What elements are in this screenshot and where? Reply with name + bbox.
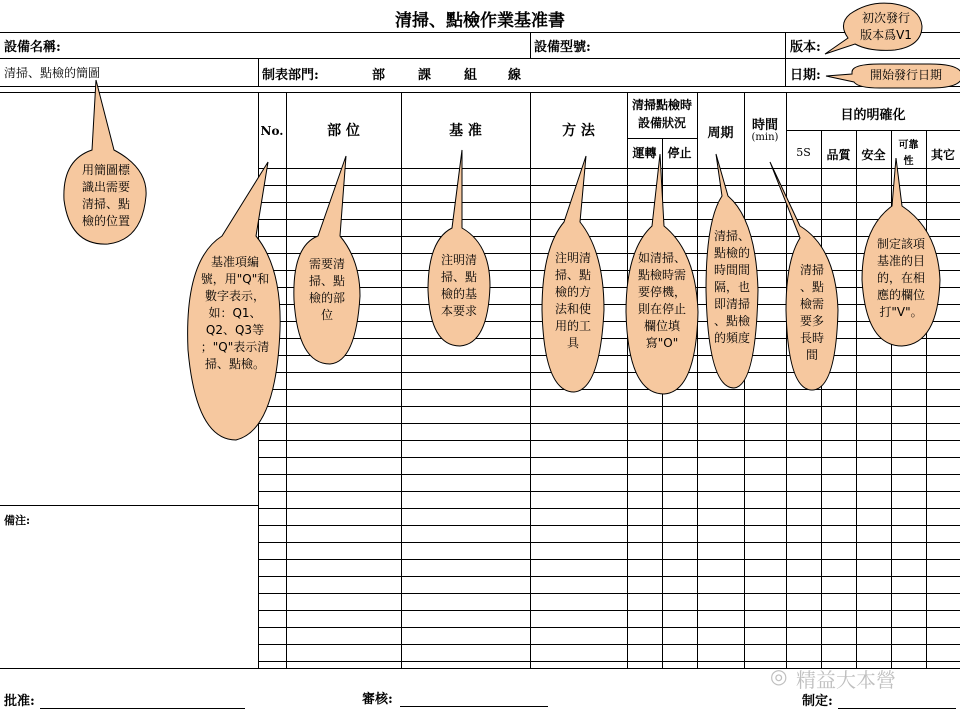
column-header-method: 方 法 <box>562 123 595 139</box>
dept-unit: 課 <box>418 68 432 83</box>
equipment-model-label: 設備型號: <box>534 40 591 55</box>
callout-method: 注明清 掃、點 檢的方 法和使 用的工 具 <box>554 251 591 350</box>
approve-label: 批准: <box>4 694 35 709</box>
column-header-part: 部 位 <box>327 123 360 139</box>
callout-date: 開始發行日期 <box>869 68 942 82</box>
column-header-reliability: 性 <box>903 156 914 167</box>
column-header-running: 運轉 <box>632 146 657 160</box>
dept-label: 制表部門: <box>262 68 319 83</box>
review-label: 審核: <box>362 692 393 707</box>
callout-time: 清掃 、點 檢需 要多 長時 間 <box>799 263 824 362</box>
column-header-status: 設備狀況 <box>637 116 686 130</box>
equipment-name-label: 設備名稱: <box>4 40 61 55</box>
make-label: 制定: <box>802 694 833 709</box>
callout-version: 初次發行 版本爲V1 <box>860 11 912 42</box>
callout-no: 基准項編 號，用"Q"和 數字表示， 如：Q1、 Q2、Q3等 ；"Q"表示清 掃、點檢。 <box>200 255 270 371</box>
callout-diagram: 用簡圖標 識出需要 清掃、點 檢的位置 <box>81 163 130 228</box>
dept-unit: 線 <box>508 68 522 83</box>
approve-line <box>40 708 245 709</box>
dept-unit: 部 <box>372 68 386 83</box>
wechat-icon: ◎ <box>770 664 788 688</box>
column-header-standard: 基 准 <box>449 123 482 139</box>
column-header-5s: 5S <box>796 146 811 159</box>
column-header-no: No. <box>260 124 284 138</box>
page-title: 清掃、點檢作業基准書 <box>395 11 565 31</box>
column-header-status: 清掃點檢時 <box>631 98 692 112</box>
column-header-reliability: 可靠 <box>898 140 919 151</box>
column-header-other: 其它 <box>930 148 955 162</box>
column-header-time: 時間 <box>751 118 778 133</box>
column-header-purpose: 目的明確化 <box>840 108 906 123</box>
date-label: 日期: <box>790 68 821 83</box>
dept-unit: 組 <box>464 68 478 83</box>
callout-cycle: 清掃、 點檢的 時間間 隔，也 即清掃 、點檢 的頻度 <box>713 229 750 345</box>
column-header-cycle: 周期 <box>707 126 734 141</box>
make-line <box>838 708 956 709</box>
column-header-safety: 安全 <box>861 148 886 162</box>
review-line <box>400 706 548 707</box>
callout-standard: 注明清 掃、點 檢的基 本要求 <box>440 253 477 318</box>
callout-part: 需要清 掃、點 檢的部 位 <box>308 257 345 322</box>
callout-purpose: 制定該項 基准的目 的，在相 應的欄位 打"V"。 <box>876 237 925 319</box>
column-header-stopped: 停止 <box>667 146 692 160</box>
version-label: 版本: <box>790 40 821 55</box>
watermark-text: 精益大本營 <box>796 668 896 692</box>
callout-status: 如清掃、 點檢時需 要停機， 則在停止 欄位填 寫"O" <box>637 251 686 350</box>
diagram-label: 清掃、點檢的簡圖 <box>4 66 101 80</box>
notes-label: 備注: <box>4 514 31 527</box>
column-header-quality: 品質 <box>826 148 851 162</box>
column-header-time-unit: (min) <box>751 132 779 143</box>
